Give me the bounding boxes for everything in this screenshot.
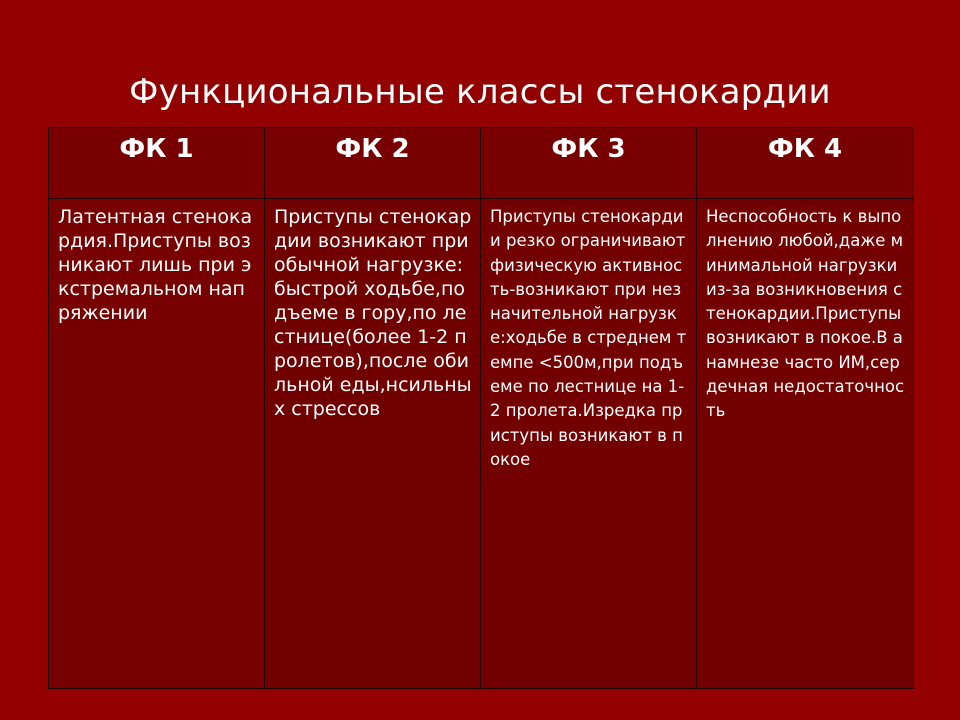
table-header	[49, 128, 914, 199]
table-row	[49, 199, 914, 689]
cell-fk1-description: Латентная стенокардия.Приступы возникают лишь при экстремальном напряжении	[49, 199, 265, 689]
header-cell-fk1: ФК 1	[49, 128, 265, 199]
header-cell-fk2: ФК 2	[265, 128, 481, 199]
table-body	[49, 199, 914, 689]
cell-fk4-description: Неспособность к выполнению любой,даже минимальной нагрузки из-за возникновения стенокардии.Приступы возникают в покое.В анамнезе часто ИМ,сердечная недостаточность	[697, 199, 914, 689]
cell-fk3-description: Приступы стенокардии резко ограничивают физическую активность-возникают при незначительной нагрузке:ходьбе в стреднем темпе <500м,при подъеме по лестнице на 1-2 пролета.Изредка приступы возникают в покое	[481, 199, 697, 689]
slide-title: Функциональные классы стенокардии	[129, 72, 831, 112]
header-row	[49, 128, 914, 199]
cell-fk2-description: Приступы стенокардии возникают при обычной нагрузке:быстрой ходьбе,подъеме в гору,по лестнице(более 1-2 пролетов),после обильной еды,нсильных стрессов	[265, 199, 481, 689]
angina-classes-table	[48, 127, 914, 689]
header-cell-fk3: ФК 3	[481, 128, 697, 199]
header-cell-fk4: ФК 4	[697, 128, 914, 199]
